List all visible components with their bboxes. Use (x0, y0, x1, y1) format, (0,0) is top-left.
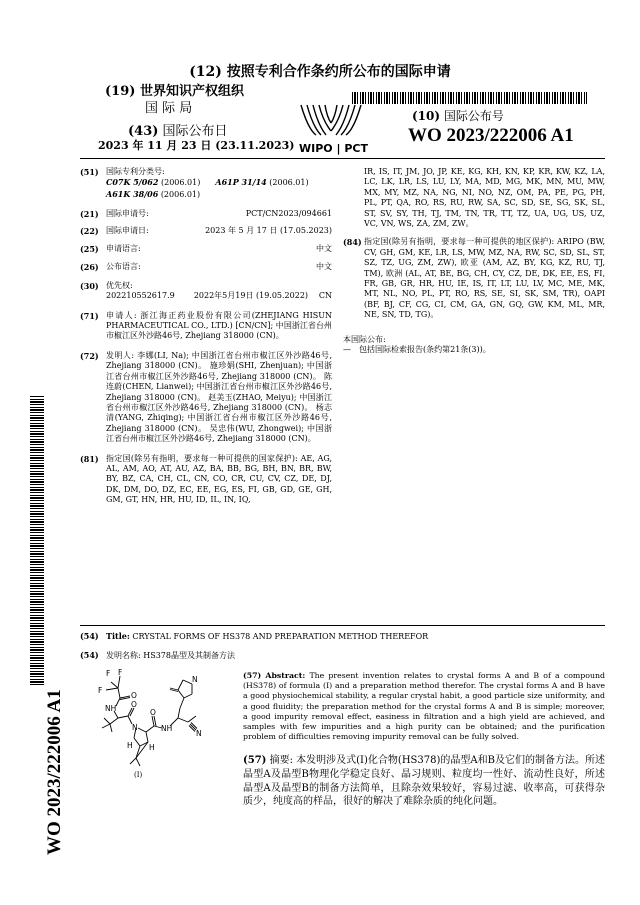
field-25 (80, 244, 332, 254)
priority-app-number: 202210552617.9 (106, 291, 175, 301)
abstract-en-text: The present invention relates to crystal forms A and B of a compound (HS378) of formula (I) and a preparation method therefor. The crystal forms A and B have a good physiochemical stability, a regular crystal habit, a good particle size uniformity, and a good fluidity; the preparation method for the crystal forms A and B is simple; moreover, a good impurity removal effect, easiness in filtration and a high yield are achieved, and samples with few impurities and a high purity can be obtained; and the purification problem of difficulties removing impurity removal can be fully solved. (243, 671, 605, 742)
org-bureau: 国 际 局 (145, 101, 193, 116)
field-81-num: (81) (80, 453, 99, 464)
published-item: — 包括国际检索报告(条约第21条(3))。 (343, 345, 491, 355)
atom-nh1: NH (105, 704, 117, 713)
abstract-cn-num: (57) (243, 755, 267, 766)
field-21-value: PCT/CN2023/094661 (245, 209, 332, 219)
field-21-label: 国际申请号: (106, 209, 149, 219)
abstract-cn-text: 本发明涉及式(I)化合物(HS378)的晶型A和B及它们的制备方法。所述晶型A及晶型B物理化学稳定良好、晶习规则、粒度均一性好、流动性良好，所述晶型A及晶型B的制备方法简单，且除杂效果较好，容易过滤、收率高，可获得杂质少，纯度高的样品，很好的解决了难除杂质的纯化问题。 (243, 755, 605, 808)
field-81-text: 指定国(除另有指明，要求每一种可提供的国家保护): AE, AG, AL, AM, AO, AT, AU, AZ, BA, BB, BG, BH, BN, BR, BW, BY, BZ, CA, CH, CL, CN, CO, CR, CU, CV, CZ, DE, DJ, DK, DM, DO, DZ, EC, EE, EG, ES, FI, GB, GD, GE, GH, GM, GT, HN, HR, HU, ID, IL, IN, IQ, (106, 453, 332, 505)
document-title: (12) 按照专利合作条约所公布的国际申请 (189, 64, 451, 80)
ipc-class-1-year: (2006.01) (160, 178, 201, 188)
ipc-class-3: A61K 38/06 (106, 188, 159, 199)
abstract-en (243, 671, 605, 742)
right-column (343, 167, 605, 356)
pubdate-num: (43) (128, 124, 159, 139)
field-22-label: 国际申请日: (106, 225, 149, 235)
field-22-num: (22) (80, 225, 99, 236)
pubdate-label: 国际公布日 (162, 124, 228, 139)
pubno-label: 国际公布号 (443, 109, 504, 123)
pubno-num: (10) (412, 109, 441, 123)
ipc-class-1: C07K 5/062 (106, 177, 159, 188)
field-26-num: (26) (80, 262, 99, 273)
published-label: 本国际公布: (343, 334, 386, 344)
abstract-en-num: (57) (243, 671, 262, 680)
field-51-num: (51) (80, 167, 99, 177)
field-26-value: 中文 (316, 262, 332, 272)
field-51-label: 国际专利分类号: (106, 167, 165, 176)
body-rule (80, 625, 605, 626)
atom-f3: F (98, 686, 103, 695)
atom-o2: O (131, 700, 137, 709)
atom-n2: N (196, 729, 202, 738)
priority-date: 2022年5月19日 (19.05.2022) (193, 291, 309, 301)
abstract-cn-label: 摘要: (269, 755, 293, 766)
field-84 (343, 237, 605, 320)
field-72-num: (72) (80, 350, 99, 361)
wipo-emblem-icon (296, 103, 366, 139)
priority-country: CN (318, 291, 332, 301)
field-26 (80, 262, 332, 272)
wipo-logo-text: WIPO | PCT (299, 142, 368, 156)
title-cn-label: 发明名称: (106, 651, 141, 660)
field-25-value: 中文 (316, 244, 332, 254)
atom-n3: N (192, 675, 198, 684)
formula-label: (I) (134, 771, 143, 779)
atom-f1: F (106, 669, 111, 678)
title-en-num: (54) (80, 631, 99, 641)
field-51 (80, 167, 332, 200)
vertical-publication-number: WO 2023/222006 A1 (44, 689, 65, 855)
chemical-structure (88, 666, 228, 778)
left-column (80, 167, 332, 506)
org-num: (19) (105, 84, 136, 99)
field-72-text: 发明人: 李娜(LI, Na); 中国浙江省台州市椒江区外沙路46号, Zhejiang 318000 (CN)。 施珍娟(SHI, Zhenjuan); 中国浙江省台州市椒江区外沙路46号, Zhejiang 318000 (CN)。 陈连蔚(CHEN, Lianwei); 中国浙江省台州市椒江区外沙路46号, Zhejiang 318000 (CN)。 赵美玉(ZHAO, Meiyu); 中国浙江省台州市椒江区外沙路46号, Zhejiang 318000 (CN)。 杨志清(YANG, Zhiqing); 中国浙江省台州市椒江区外沙路46号, Zhejiang 318000 (CN)。 吴忠伟(WU, Zhongwei); 中国浙江省台州市椒江区外沙路46号, Zhejiang 318000 (CN)。 (106, 350, 332, 444)
field-21-num: (21) (80, 209, 99, 220)
title-cn-row (80, 650, 235, 661)
field-81 (80, 454, 332, 506)
ipc-class-3-year: (2006.01) (160, 189, 201, 199)
ipc-class-2-year: (2006.01) (269, 178, 309, 188)
pubdate-value: 2023 年 11 月 23 日 (23.11.2023) (98, 139, 295, 152)
field-71 (80, 311, 332, 342)
atom-f2: F (118, 668, 123, 677)
field-72 (80, 351, 332, 445)
title-cn-value: HS378晶型及其制备方法 (143, 651, 235, 660)
field-84-text: 指定国(除另有指明，要求每一种可提供的地区保护): ARIPO (BW, CV, GH, GM, KE, LR, LS, MW, MZ, NA, RW, SC, SD, SL, ST, SZ, TZ, UG, ZM, ZW), 欧亚 (AM, AZ, BY, KG, KZ, RU, TJ, TM), 欧洲 (AL, AT, BE, BG, CH, CY, CZ, DE, DK, EE, ES, FI, FR, GB, GR, HR, HU, IE, IS, IT, LT, LU, LV, MC, ME, MK, MT, NL, NO, PL, PT, RO, RS, SE, SI, SK, SM, TR), OAPI (BF, BJ, CF, CG, CI, CM, GA, GN, GQ, GW, KM, ML, MR, NE, SN, TD, TG)。 (364, 237, 605, 320)
ipc-class-2: A61P 31/14 (215, 177, 267, 188)
field-25-num: (25) (80, 244, 99, 255)
field-84-num: (84) (343, 237, 362, 248)
pubno-label-row (412, 108, 504, 124)
wipo-logo (296, 103, 368, 156)
abstract-cn (243, 754, 605, 809)
field-25-label: 申请语言: (106, 244, 141, 254)
title-en-value: CRYSTAL FORMS OF HS378 AND PREPARATION METHOD THEREFOR (132, 632, 429, 641)
field-71-num: (71) (80, 310, 99, 321)
title-en-label: Title: (106, 631, 130, 641)
organization-block (105, 83, 305, 117)
header-rule (80, 158, 605, 159)
field-21 (80, 209, 332, 219)
field-22 (80, 226, 332, 236)
atom-h2: H (149, 743, 155, 752)
left-margin-barcode (30, 395, 44, 685)
field-30 (80, 281, 332, 302)
atom-nh2: NH (161, 724, 173, 733)
field-30-label: 优先权: (106, 280, 133, 290)
field-22-value: 2023 年 5 月 17 日 (17.05.2023) (205, 225, 332, 235)
pubno-value: WO 2023/222006 A1 (408, 125, 574, 146)
title-cn-num: (54) (80, 650, 99, 660)
field-26-label: 公布语言: (106, 262, 141, 272)
atom-o1: O (131, 691, 137, 700)
field-81-continued: IR, IS, IT, JM, JO, JP, KE, KG, KH, KN, KP, KR, KW, KZ, LA, LC, LK, LR, LS, LU, LY, MA, MD, MG, MK, MN, MU, MW, MX, MY, MZ, NA, NG, NI, NO, NZ, OM, PA, PE, PG, PH, PL, PT, QA, RO, RS, RU, RW, SA, SC, SD, SE, SG, SK, SL, ST, SV, SY, TH, TJ, TM, TN, TR, TT, TZ, UA, UG, US, UZ, VC, VN, WS, ZA, ZM, ZW。 (364, 167, 605, 229)
top-barcode (352, 92, 587, 104)
title-en-row (80, 631, 428, 642)
field-71-text: 申请人: 浙江海正药业股份有限公司(ZHEJIANG HISUN PHARMACEUTICAL CO., LTD.) [CN/CN]; 中国浙江省台州市椒江区外沙路46号, Zhejiang 318000 (CN)。 (106, 310, 332, 341)
abstract-en-label: Abstract: (265, 671, 306, 680)
atom-h1: H (127, 741, 133, 750)
atom-o3: O (150, 708, 156, 717)
atom-n1: N (132, 723, 138, 732)
field-30-num: (30) (80, 280, 99, 291)
org-name: 世界知识产权组织 (139, 84, 244, 99)
